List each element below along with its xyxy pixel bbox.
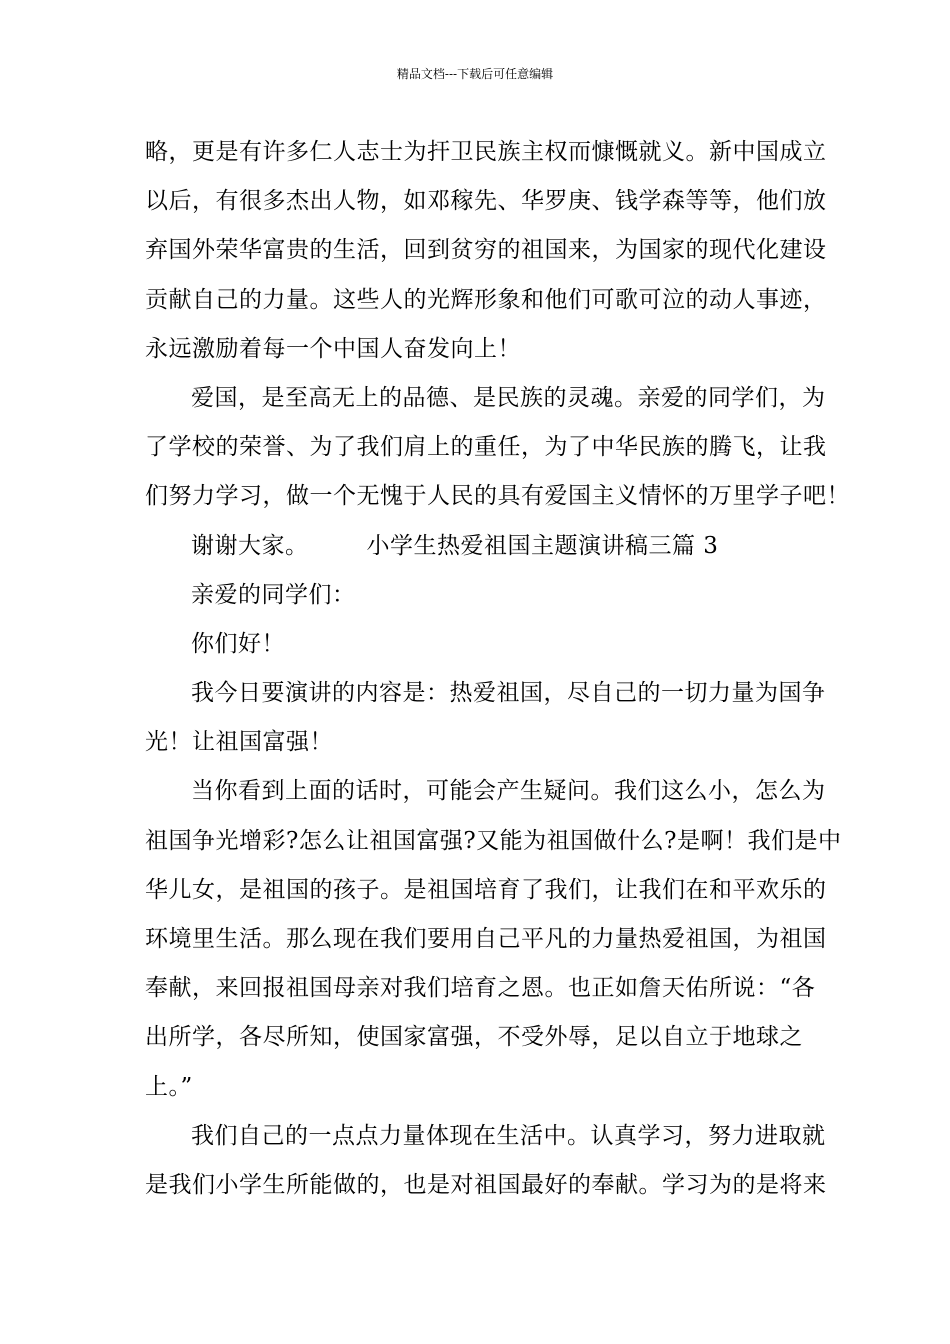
paragraph-line: 出所学，各尽所知，使国家富强，不受外辱，足以自立于地球之 bbox=[145, 1024, 803, 1051]
paragraph-line: 我今日要演讲的内容是：热爱祖国，尽自己的一切力量为国争 bbox=[191, 680, 826, 707]
greeting: 你们好！ bbox=[191, 630, 285, 657]
paragraph-line: 贡献自己的力量。这些人的光辉形象和他们可歌可泣的动人事迹， bbox=[145, 286, 827, 313]
paragraph-line: 永远激励着每一个中国人奋发向上！ bbox=[145, 335, 521, 362]
paragraph-line: 环境里生活。那么现在我们要用自己平凡的力量热爱祖国，为祖国 bbox=[145, 926, 827, 952]
closing-and-title-line bbox=[145, 522, 809, 571]
paragraph-line: 是我们小学生所能做的，也是对祖国最好的奉献。学习为的是将来 bbox=[145, 1171, 827, 1198]
paragraph-line: 我们自己的一点点力量体现在生活中。认真学习，努力进取就 bbox=[191, 1122, 826, 1149]
paragraph-line: 们努力学习，做一个无愧于人民的具有爱国主义情怀的万里学子吧！ bbox=[145, 483, 850, 510]
paragraph-line: 当你看到上面的话时，可能会产生疑问。我们这么小，怎么为 bbox=[191, 778, 826, 805]
paragraph-line: 略，更是有许多仁人志士为扞卫民族主权而慷慨就义。新中国成立 bbox=[145, 139, 827, 165]
closing-text: 谢谢大家。 bbox=[191, 532, 309, 559]
page-header: 精品文档---下载后可任意编辑 bbox=[396, 67, 554, 81]
paragraph-line: 上。” bbox=[145, 1073, 193, 1100]
paragraph-line: 华儿女，是祖国的孩子。是祖国培育了我们，让我们在和平欢乐的 bbox=[145, 876, 827, 903]
paragraph-line: 奉献，来回报祖国母亲对我们培育之恩。也正如詹天佑所说：“各 bbox=[145, 975, 816, 1002]
section-title: 小学生热爱祖国主题演讲稿三篇 3 bbox=[366, 532, 719, 559]
document-body bbox=[145, 128, 850, 1210]
salutation: 亲爱的同学们： bbox=[191, 581, 356, 608]
paragraph-line: 光！让祖国富强！ bbox=[145, 729, 333, 756]
paragraph-line: 祖国争光增彩?怎么让祖国富强?又能为祖国做什么?是啊！我们是中 bbox=[145, 827, 842, 854]
paragraph-line: 爱国，是至高无上的品德、是民族的灵魂。亲爱的同学们，为 bbox=[191, 384, 826, 411]
paragraph-line: 以后，有很多杰出人物，如邓稼先、华罗庚、钱学森等等，他们放 bbox=[145, 188, 827, 215]
paragraph-line: 了学校的荣誉、为了我们肩上的重任，为了中华民族的腾飞，让我 bbox=[145, 434, 827, 461]
paragraph-line: 弃国外荣华富贵的生活，回到贫穷的祖国来，为国家的现代化建设 bbox=[145, 237, 827, 264]
